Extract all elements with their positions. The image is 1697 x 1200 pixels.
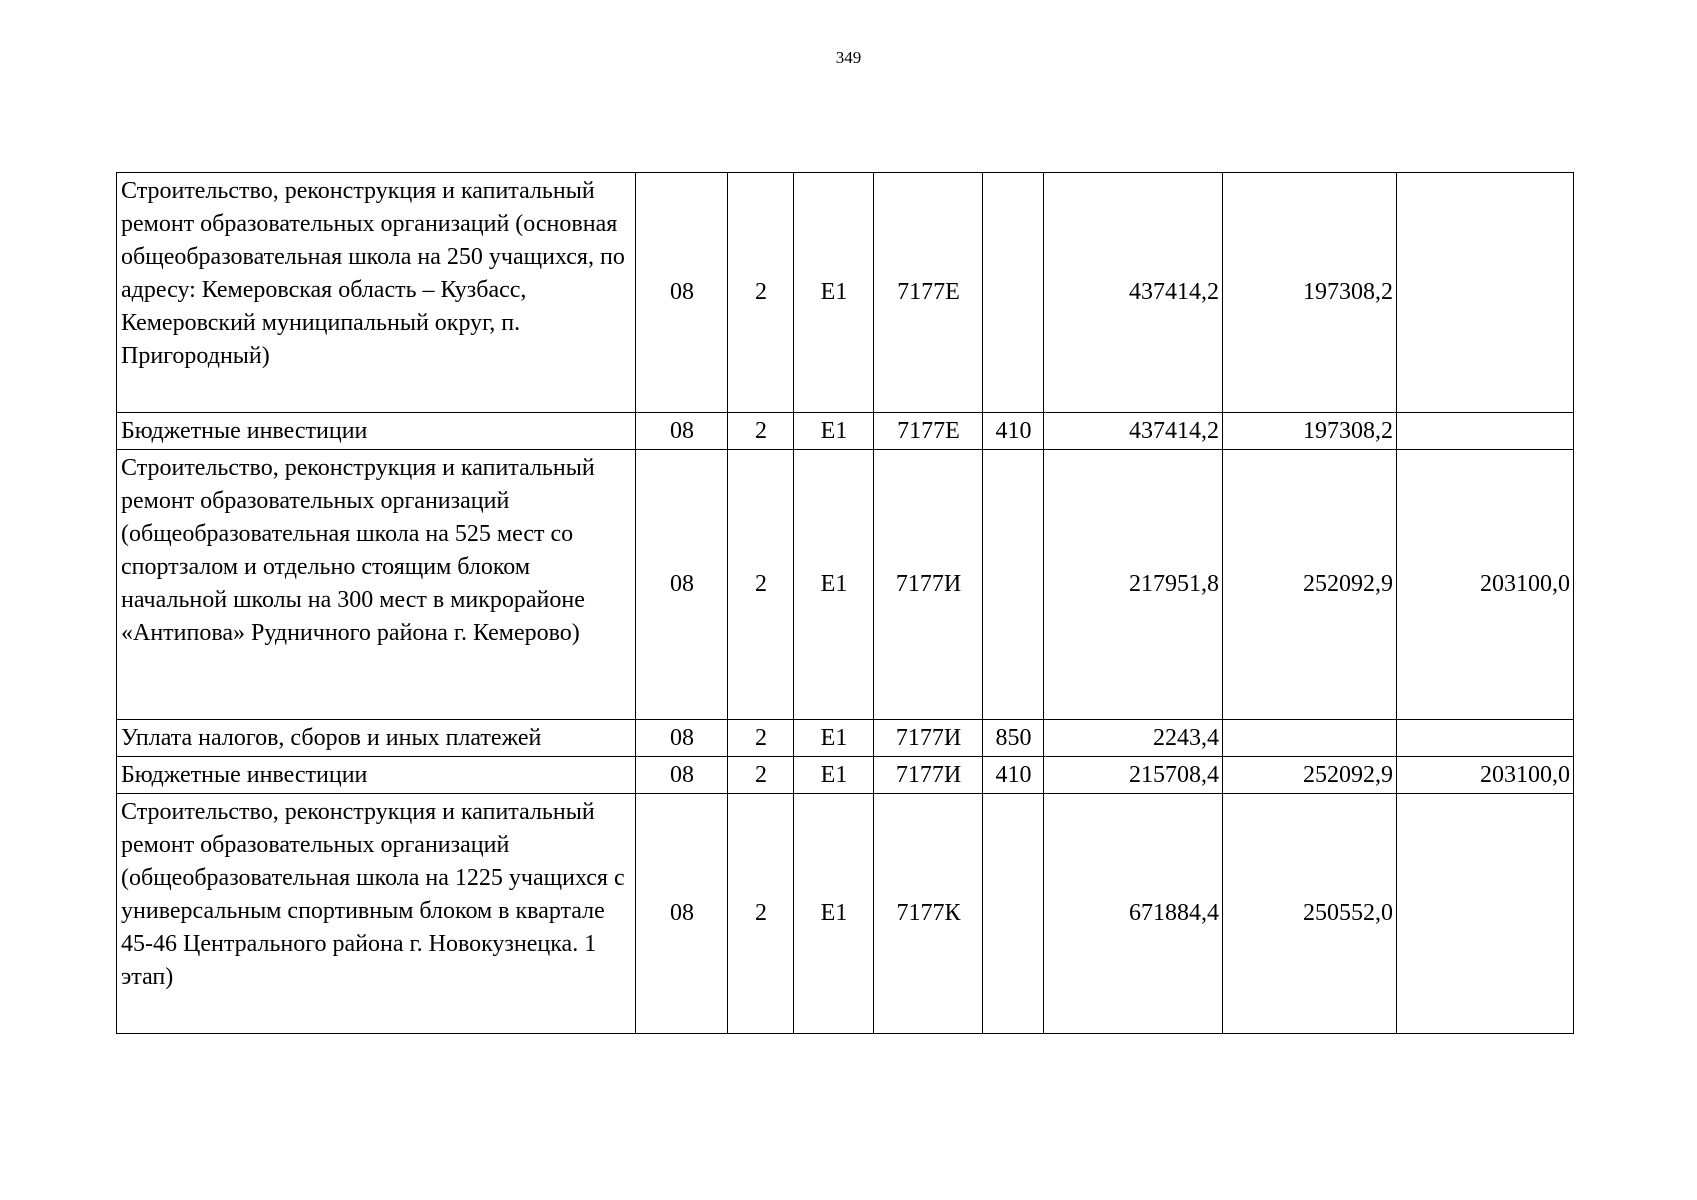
cs-cell: 7177Е <box>874 413 983 450</box>
ks-cell: Е1 <box>794 413 874 450</box>
year3-amount-cell <box>1397 720 1574 757</box>
vr-cell <box>983 794 1044 1034</box>
cs-cell: 7177Е <box>874 173 983 413</box>
row-name-cell: Бюджетные инвестиции <box>117 413 636 450</box>
row-name-cell: Уплата налогов, сборов и иных платежей <box>117 720 636 757</box>
year2-amount-cell: 252092,9 <box>1223 450 1397 720</box>
ks-cell: Е1 <box>794 720 874 757</box>
vr-cell <box>983 450 1044 720</box>
vr-cell: 410 <box>983 413 1044 450</box>
page-number: 349 <box>835 48 862 67</box>
row-name-cell: Строительство, реконструкция и капитальный ремонт образовательных организаций (общеобразовательная школа на 1225 учащихся с универсальным спортивным блоком в квартале 45-46 Центрального района г. Новокузнецка. 1 этап) <box>117 794 636 1034</box>
year3-amount-cell <box>1397 794 1574 1034</box>
year1-amount-cell: 2243,4 <box>1044 720 1223 757</box>
year2-amount-cell: 250552,0 <box>1223 794 1397 1034</box>
pr-cell: 2 <box>728 720 794 757</box>
pr-cell: 2 <box>728 413 794 450</box>
pr-cell: 2 <box>728 450 794 720</box>
year3-amount-cell: 203100,0 <box>1397 757 1574 794</box>
year2-amount-cell <box>1223 720 1397 757</box>
rz-cell: 08 <box>636 413 728 450</box>
ks-cell: Е1 <box>794 794 874 1034</box>
cs-cell: 7177К <box>874 794 983 1034</box>
vr-cell <box>983 173 1044 413</box>
ks-cell: Е1 <box>794 173 874 413</box>
cs-cell: 7177И <box>874 450 983 720</box>
table-row <box>117 720 1574 757</box>
table-row <box>117 173 1574 413</box>
year1-amount-cell: 217951,8 <box>1044 450 1223 720</box>
year1-amount-cell: 215708,4 <box>1044 757 1223 794</box>
year1-amount-cell: 671884,4 <box>1044 794 1223 1034</box>
pr-cell: 2 <box>728 757 794 794</box>
row-name-cell: Бюджетные инвестиции <box>117 757 636 794</box>
year3-amount-cell: 203100,0 <box>1397 450 1574 720</box>
vr-cell: 850 <box>983 720 1044 757</box>
pr-cell: 2 <box>728 794 794 1034</box>
row-name-cell: Строительство, реконструкция и капитальный ремонт образовательных организаций (основная общеобразовательная школа на 250 учащихся, по адресу: Кемеровская область – Кузбасс, Кемеровский муниципальный округ, п. Пригородный) <box>117 173 636 413</box>
table-row <box>117 413 1574 450</box>
rz-cell: 08 <box>636 450 728 720</box>
table-row <box>117 450 1574 720</box>
cs-cell: 7177И <box>874 757 983 794</box>
cs-cell: 7177И <box>874 720 983 757</box>
year3-amount-cell <box>1397 413 1574 450</box>
year2-amount-cell: 252092,9 <box>1223 757 1397 794</box>
year1-amount-cell: 437414,2 <box>1044 173 1223 413</box>
vr-cell: 410 <box>983 757 1044 794</box>
rz-cell: 08 <box>636 757 728 794</box>
year1-amount-cell: 437414,2 <box>1044 413 1223 450</box>
table-row <box>117 794 1574 1034</box>
ks-cell: Е1 <box>794 450 874 720</box>
rz-cell: 08 <box>636 720 728 757</box>
pr-cell: 2 <box>728 173 794 413</box>
rz-cell: 08 <box>636 173 728 413</box>
rz-cell: 08 <box>636 794 728 1034</box>
ks-cell: Е1 <box>794 757 874 794</box>
budget-table <box>116 172 1574 1034</box>
year3-amount-cell <box>1397 173 1574 413</box>
year2-amount-cell: 197308,2 <box>1223 413 1397 450</box>
row-name-cell: Строительство, реконструкция и капитальный ремонт образовательных организаций (общеобразовательная школа на 525 мест со спортзалом и отдельно стоящим блоком начальной школы на 300 мест в микрорайоне «Антипова» Рудничного района г. Кемерово) <box>117 450 636 720</box>
year2-amount-cell: 197308,2 <box>1223 173 1397 413</box>
table-row <box>117 757 1574 794</box>
